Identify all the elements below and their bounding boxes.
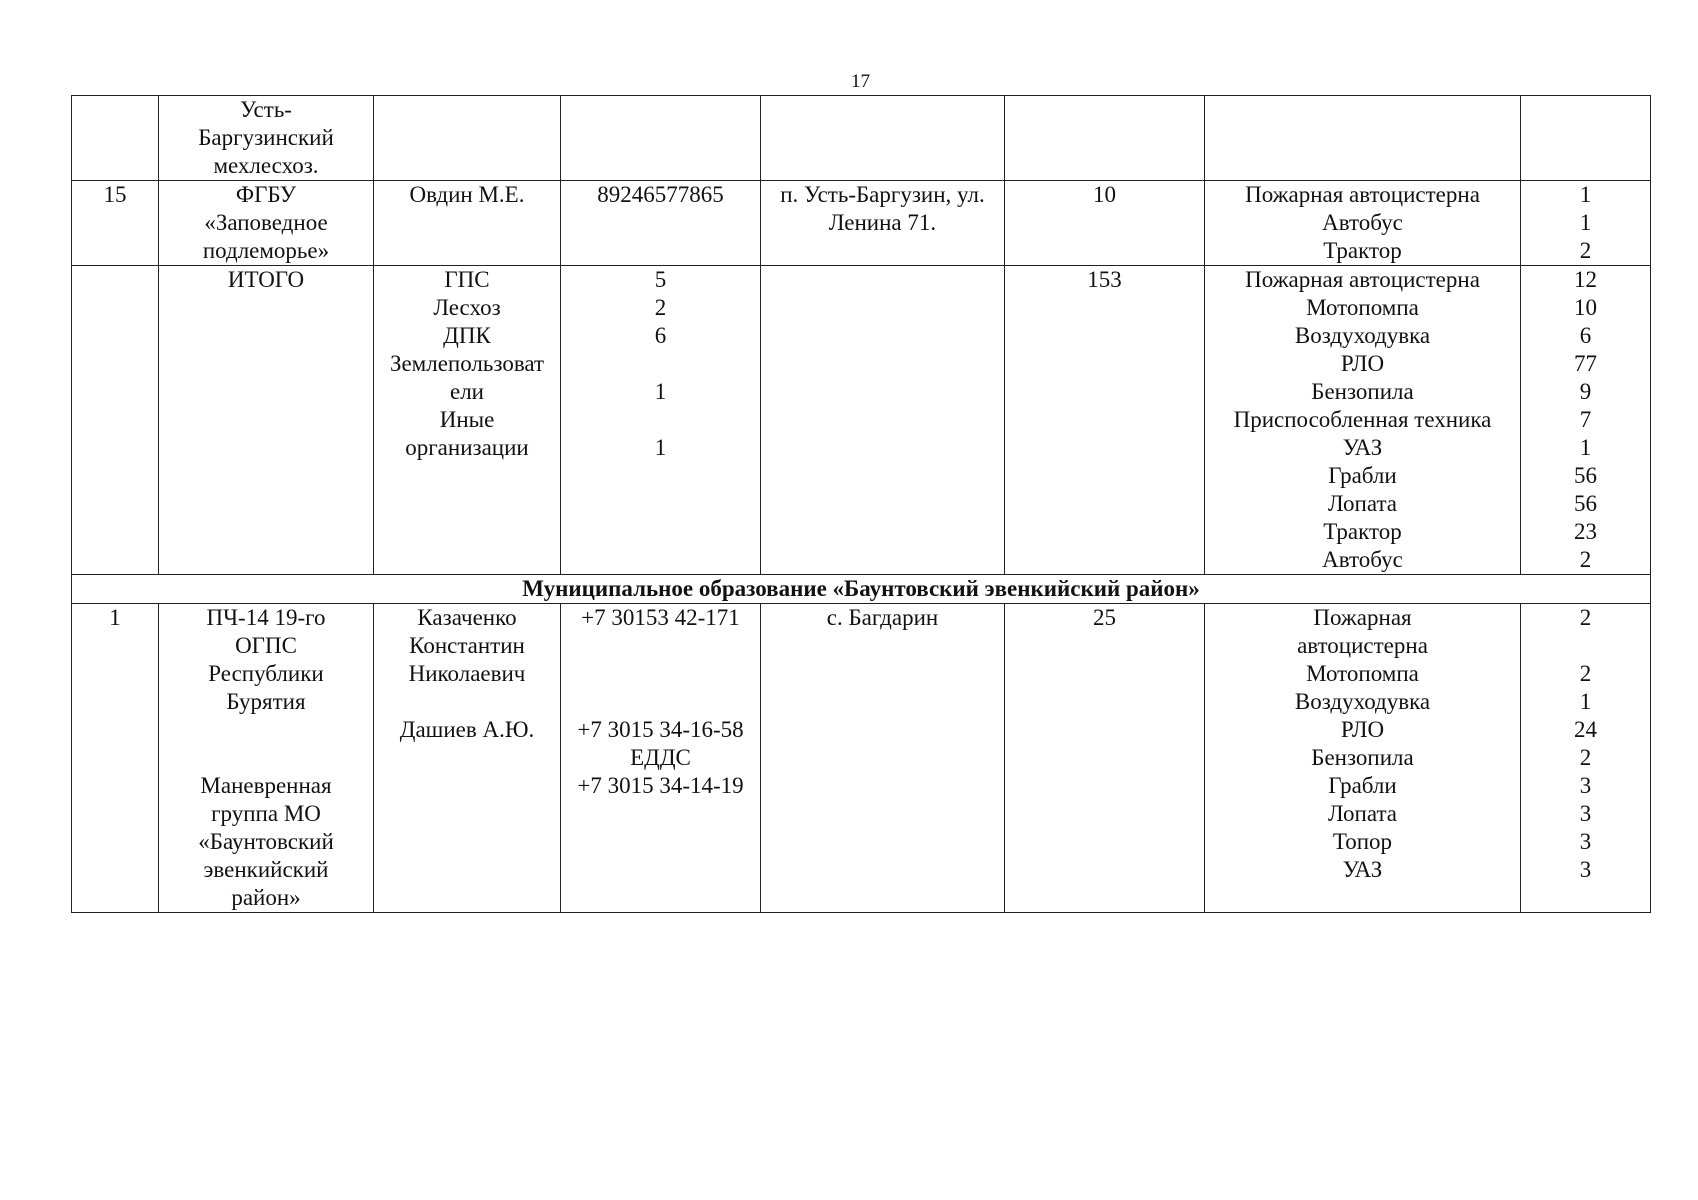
cell-line: 3 (1579, 829, 1592, 854)
cell-line: Маневренная (200, 773, 332, 798)
cell-line: Трактор (1323, 519, 1402, 544)
cell-line: Воздуходувка (1294, 323, 1431, 348)
cell-line: Топор (1332, 829, 1393, 854)
cell-line: 6 (654, 323, 667, 348)
cell-line: 1 (1579, 435, 1592, 460)
cell-line: 23 (1574, 519, 1597, 544)
cell-personnel (1005, 604, 1205, 913)
cell-line: Константин (409, 633, 525, 658)
cell-line: 2 (1579, 661, 1592, 686)
cell-line: 56 (1574, 491, 1597, 516)
cell-line: организации (405, 435, 529, 460)
cell-address (761, 266, 1005, 575)
cell-line: 3 (1579, 801, 1592, 826)
cell-line (1523, 632, 1648, 660)
section-title: Муниципальное образование «Баунтовский эвенкийский район» (72, 575, 1651, 604)
cell-organization (159, 266, 374, 575)
cell-line: 10 (1093, 182, 1116, 207)
cell-line: +7 3015 34-16-58 (577, 717, 744, 742)
cell-line: группа МО (211, 801, 321, 826)
cell-line: 1 (654, 435, 667, 460)
cell-line: 153 (1087, 267, 1122, 292)
cell-line: ПЧ-14 19-го (206, 605, 326, 630)
cell-line: 2 (1579, 745, 1592, 770)
cell-line: Землепользоват (389, 351, 545, 376)
cell-line: Грабли (1328, 463, 1397, 488)
cell-line: 2 (654, 295, 667, 320)
cell-line: УАЗ (1342, 857, 1383, 882)
cell-quantity (1521, 181, 1651, 266)
cell-line: 3 (1579, 857, 1592, 882)
cell-line: Мотопомпа (1306, 295, 1419, 320)
cell-line: Республики (208, 661, 324, 686)
cell-line: 12 (1574, 267, 1597, 292)
cell-line: 1 (1579, 689, 1592, 714)
cell-line: Бензопила (1311, 745, 1414, 770)
cell-line: ГПС (444, 267, 490, 292)
cell-line (563, 660, 758, 688)
cell-responsible (374, 96, 561, 181)
cell-address (761, 96, 1005, 181)
table-row (72, 96, 1651, 181)
cell-line: Автобус (1322, 547, 1403, 572)
cell-line: Воздуходувка (1294, 689, 1431, 714)
cell-address (761, 604, 1005, 913)
cell-line: «Заповедное (204, 210, 328, 235)
cell-line: Николаевич (408, 661, 526, 686)
cell-line: Пожарная (1313, 605, 1412, 630)
cell-line: 7 (1579, 407, 1592, 432)
cell-number (72, 181, 159, 266)
cell-address (761, 181, 1005, 266)
cell-line: Трактор (1323, 238, 1402, 263)
section-header-row (72, 575, 1651, 604)
cell-line: 1 (654, 379, 667, 404)
cell-line: РЛО (1340, 717, 1385, 742)
cell-quantity (1521, 604, 1651, 913)
cell-line: Пожарная автоцистерна (1245, 182, 1480, 207)
cell-number (72, 96, 159, 181)
cell-organization (159, 181, 374, 266)
cell-responsible (374, 604, 561, 913)
cell-personnel (1005, 266, 1205, 575)
cell-line: +7 3015 34-14-19 (577, 773, 744, 798)
cell-line: Лопата (1328, 801, 1397, 826)
cell-line: 24 (1574, 717, 1597, 742)
cell-line: 1 (1579, 210, 1592, 235)
cell-responsible (374, 181, 561, 266)
cell-line: 9 (1579, 379, 1592, 404)
cell-equipment (1205, 266, 1521, 575)
page-number: 17 (851, 71, 870, 92)
cell-line: с. Багдарин (826, 605, 939, 630)
cell-line: Лесхоз (433, 295, 501, 320)
cell-line: Баргузинский (198, 125, 334, 150)
cell-line: ДПК (443, 323, 491, 348)
cell-line: ИТОГО (227, 267, 305, 292)
cell-line: район» (231, 885, 301, 910)
cell-line: Бурятия (226, 689, 306, 714)
cell-line: Приспособленная техника (1233, 407, 1492, 432)
cell-line: Дашиев А.Ю. (399, 717, 535, 742)
cell-phone (561, 266, 761, 575)
cell-line: Овдин М.Е. (409, 182, 525, 207)
cell-line (376, 688, 558, 716)
cell-line: 10 (1574, 295, 1597, 320)
cell-quantity (1521, 96, 1651, 181)
cell-responsible (374, 266, 561, 575)
cell-line: РЛО (1340, 351, 1385, 376)
cell-line: 5 (654, 267, 667, 292)
resources-table (71, 95, 1651, 913)
cell-personnel (1005, 181, 1205, 266)
cell-equipment (1205, 96, 1521, 181)
table-row (72, 266, 1651, 575)
cell-line: ОГПС (235, 633, 297, 658)
cell-quantity (1521, 266, 1651, 575)
cell-line (563, 632, 758, 660)
cell-line: Казаченко (417, 605, 517, 630)
cell-line: 77 (1574, 351, 1597, 376)
cell-line: 25 (1093, 605, 1116, 630)
cell-line (161, 744, 371, 772)
cell-line: Бензопила (1311, 379, 1414, 404)
cell-line: Автобус (1322, 210, 1403, 235)
cell-line: 56 (1574, 463, 1597, 488)
cell-line: 3 (1579, 773, 1592, 798)
cell-line (563, 688, 758, 716)
cell-organization (159, 96, 374, 181)
cell-line: «Баунтовский (198, 829, 334, 854)
table-row (72, 181, 1651, 266)
cell-line: 2 (1579, 547, 1592, 572)
cell-line: ФГБУ (235, 182, 297, 207)
cell-line: Иные (439, 407, 495, 432)
cell-line: Мотопомпа (1306, 661, 1419, 686)
cell-personnel (1005, 96, 1205, 181)
cell-line: Ленина 71. (828, 210, 937, 235)
cell-line: УАЗ (1342, 435, 1383, 460)
cell-line: п. Усть-Баргузин, ул. (780, 182, 985, 207)
cell-phone (561, 96, 761, 181)
cell-phone (561, 181, 761, 266)
cell-line: 15 (103, 182, 127, 207)
cell-line: 1 (109, 605, 121, 630)
cell-line: Пожарная автоцистерна (1245, 267, 1480, 292)
cell-line (563, 350, 758, 378)
cell-number (72, 604, 159, 913)
cell-line (161, 716, 371, 744)
cell-line: 6 (1579, 323, 1592, 348)
cell-line: подлеморье» (202, 238, 330, 263)
cell-equipment (1205, 181, 1521, 266)
cell-organization (159, 604, 374, 913)
table-row (72, 604, 1651, 913)
cell-line: Усть- (240, 97, 292, 122)
cell-line: Лопата (1328, 491, 1397, 516)
cell-line: +7 30153 42-171 (581, 605, 740, 630)
cell-line: 1 (1579, 182, 1592, 207)
cell-line: 89246577865 (597, 182, 724, 207)
cell-line: ели (450, 379, 484, 404)
cell-line: 2 (1579, 238, 1592, 263)
cell-line: автоцистерна (1297, 633, 1428, 658)
cell-phone (561, 604, 761, 913)
cell-equipment (1205, 604, 1521, 913)
cell-number (72, 266, 159, 575)
cell-line: эвенкийский (203, 857, 329, 882)
cell-line: Грабли (1328, 773, 1397, 798)
cell-line: ЕДДС (630, 745, 691, 770)
cell-line (563, 406, 758, 434)
cell-line: 2 (1579, 605, 1592, 630)
cell-line: мехлесхоз. (213, 153, 319, 178)
